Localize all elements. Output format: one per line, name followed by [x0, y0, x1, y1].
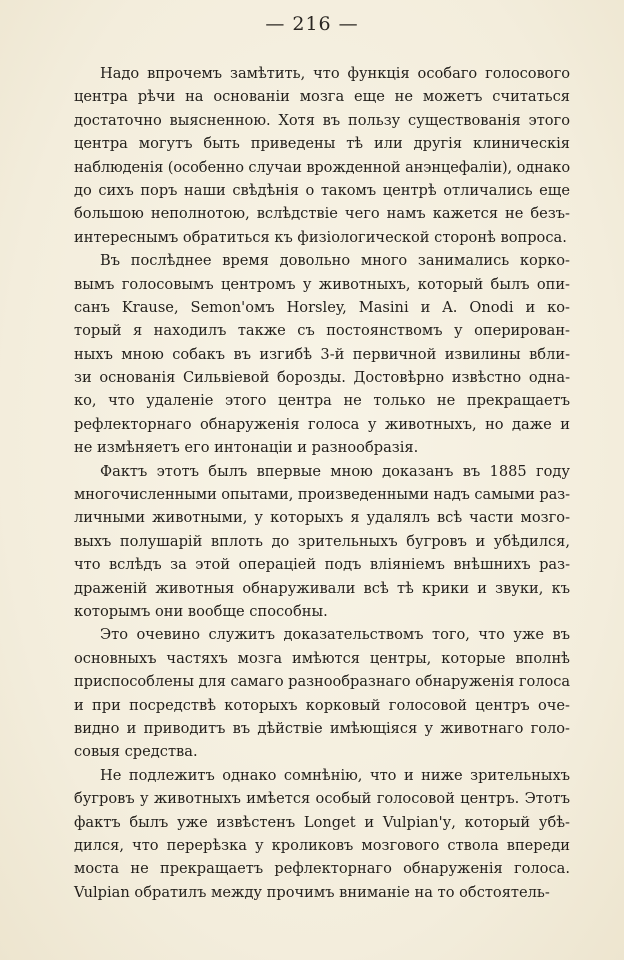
paragraph [74, 249, 570, 460]
text-line: Не подлежитъ однако сомнѣнію, что и ниже зрительныхъ [100, 766, 570, 784]
text-line: Vulpian обратилъ между прочимъ вниманіе на то обстоятель- [74, 883, 550, 901]
text-line: приспособлены для самаго разнообразнаго обнаруженія голоса [74, 673, 570, 691]
paragraph [74, 62, 570, 249]
text-line: санъ Krause, Semon'омъ Horsley, Masini и A. Onodi и ко- [74, 298, 570, 316]
text-line: основныхъ частяхъ мозга имѣются центры, которые вполнѣ [74, 649, 570, 667]
text-line: достаточно выясненною. Хотя въ пользу существованія этого [74, 111, 570, 129]
text-line: Фактъ этотъ былъ впервые мною доказанъ въ 1885 году [100, 462, 570, 480]
paragraph [74, 623, 570, 763]
text-line: зи основанія Сильвіевой борозды. Достовѣрно извѣстно одна- [74, 369, 570, 387]
text-line: личными животными, у которыхъ я удалялъ всѣ части мозго- [74, 509, 570, 527]
page-number: — 216 — [265, 13, 359, 35]
text-line: которымъ они вообще способны. [74, 602, 328, 620]
text-line: рефлекторнаго обнаруженія голоса у животныхъ, но даже и [74, 415, 570, 433]
text-line: и при посредствѣ которыхъ корковый голосовой центръ оче- [74, 696, 570, 714]
text-line: ко, что удаленіе этого центра не только не прекращаетъ [74, 392, 570, 410]
text-line: бугровъ у животныхъ имѣется особый голосовой центръ. Этотъ [74, 790, 570, 808]
text-line: наблюденія (особенно случаи врожденной анэнцефаліи), однако [74, 158, 570, 176]
text-line: драженій животныя обнаруживали всѣ тѣ крики и звуки, къ [74, 579, 570, 597]
text-line: до сихъ поръ наши свѣдѣнія о такомъ центрѣ отличались еще [74, 181, 570, 199]
text-line: Въ послѣднее время довольно много занимались корко- [100, 252, 570, 270]
text-line: большою неполнотою, вслѣдствіе чего намъ кажется не безъ- [74, 205, 570, 223]
paragraph [74, 460, 570, 624]
text-line: дился, что перерѣзка у кроликовъ мозгового ствола впереди [74, 836, 570, 854]
text-line: вымъ голосовымъ центромъ у животныхъ, который былъ опи- [74, 275, 570, 293]
text-line: интереснымъ обратиться къ физіологической сторонѣ вопроса. [74, 228, 567, 246]
text-line: фактъ былъ уже извѣстенъ Longet и Vulpian'у, который убѣ- [74, 813, 570, 831]
text-line: что вслѣдъ за этой операціей подъ вліяніемъ внѣшнихъ раз- [74, 556, 570, 574]
text-line: моста не прекращаетъ рефлекторнаго обнаруженія голоса. [74, 860, 570, 878]
body-text [74, 62, 570, 904]
text-line: центра рѣчи на основаніи мозга еще не можетъ считаться [74, 88, 570, 106]
text-line: многочисленными опытами, произведенными надъ самыми раз- [74, 486, 570, 504]
paragraph [74, 764, 570, 904]
text-line: совыя средства. [74, 743, 198, 761]
text-line: выхъ полушарій вплоть до зрительныхъ бугровъ и убѣдился, [74, 532, 570, 550]
text-line: ныхъ мною собакъ въ изгибѣ 3-й первичной извилины вбли- [74, 345, 570, 363]
text-line: не измѣняетъ его интонаціи и разнообразія. [74, 439, 419, 457]
text-line: центра могутъ быть приведены тѣ или другія клиническія [74, 135, 570, 153]
text-line: Надо впрочемъ замѣтить, что функція особаго голосового [100, 65, 570, 82]
text-line: торый я находилъ также съ постоянствомъ у оперирован- [74, 322, 570, 340]
text-line: видно и приводитъ въ дѣйствіе имѣющіяся у животнаго голо- [74, 719, 570, 737]
text-line: Это очевино служитъ доказательствомъ того, что уже въ [100, 626, 570, 644]
